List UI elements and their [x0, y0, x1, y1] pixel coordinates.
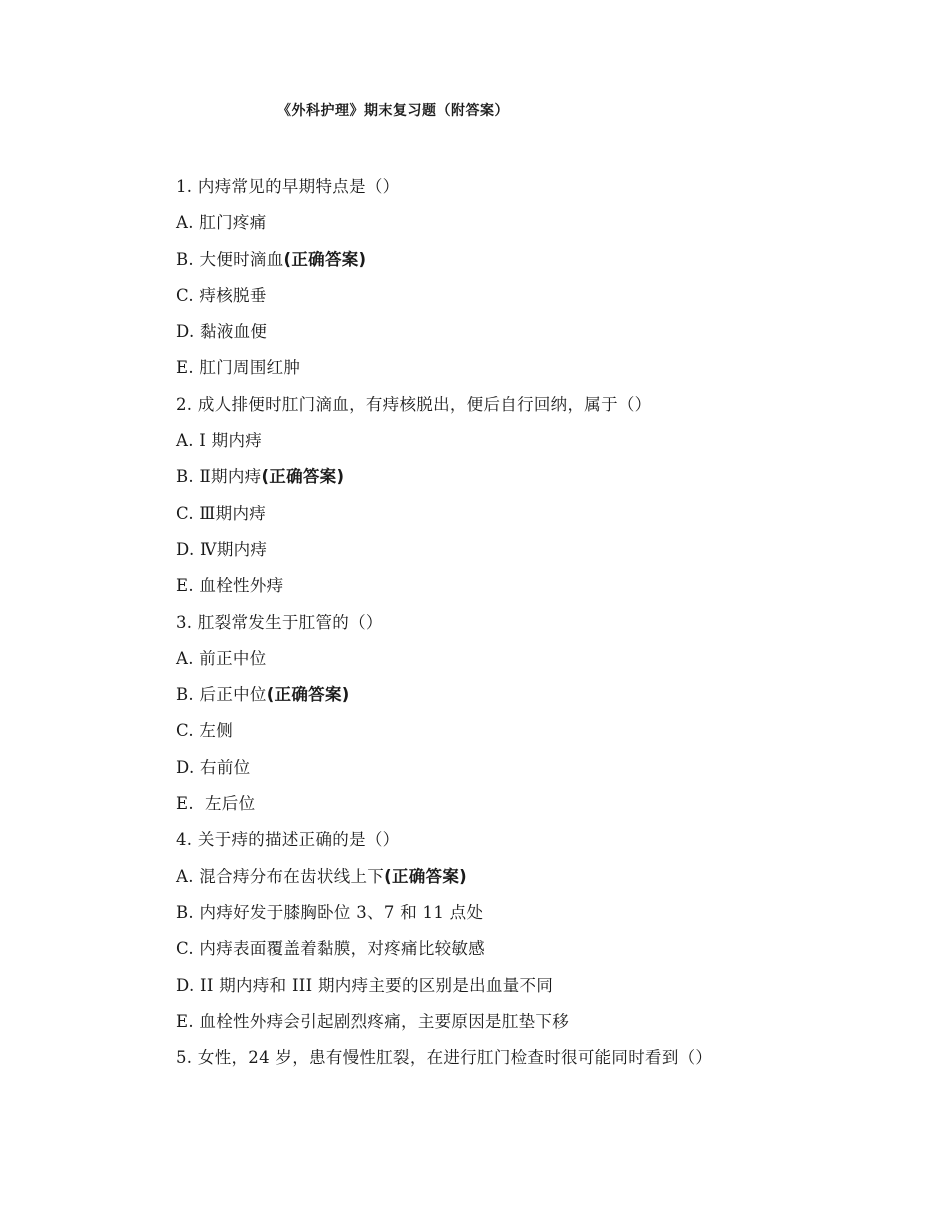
line-text: D. 黏液血便 [176, 322, 268, 342]
option-line [176, 792, 876, 828]
line-text: B. 内痔好发于膝胸卧位 3、7 和 11 点处 [176, 902, 484, 922]
line-text: 3. 肛裂常发生于肛管的（） [176, 612, 383, 632]
question-stem [176, 393, 876, 429]
line-text: D. 右前位 [176, 757, 251, 777]
question-list [176, 175, 876, 1082]
option-line [176, 211, 876, 247]
option-line [176, 974, 876, 1010]
line-text: B. 后正中位 [176, 685, 267, 705]
option-line [176, 574, 876, 610]
line-text: B. Ⅱ期内痔 [176, 467, 262, 487]
line-text: 2. 成人排便时肛门滴血，有痔核脱出，便后自行回纳，属于（） [176, 394, 652, 414]
line-text: E. 血栓性外痔会引起剧烈疼痛，主要原因是肛垫下移 [176, 1011, 570, 1031]
line-text: A. 混合痔分布在齿状线上下 [176, 866, 385, 886]
option-line [176, 937, 876, 973]
line-text: E. 左后位 [176, 794, 256, 814]
question-stem [176, 175, 876, 211]
line-text: C. 内痔表面覆盖着黏膜，对疼痛比较敏感 [176, 939, 486, 959]
question-stem [176, 611, 876, 647]
option-line [176, 248, 876, 284]
option-line [176, 356, 876, 392]
option-line [176, 683, 876, 719]
line-text: A. 前正中位 [176, 648, 267, 668]
line-text: 4. 关于痔的描述正确的是（） [176, 830, 400, 850]
line-text: C. 左侧 [176, 721, 234, 741]
option-line [176, 1010, 876, 1046]
line-text: E. 肛门周围红肿 [176, 358, 301, 378]
option-line [176, 865, 876, 901]
option-line [176, 719, 876, 755]
line-text: A. 肛门疼痛 [176, 213, 267, 233]
option-line [176, 429, 876, 465]
line-text: 1. 内痔常见的早期特点是（） [176, 177, 400, 196]
correct-answer-label: (正确答案) [266, 685, 350, 705]
line-text: B. 大便时滴血 [176, 249, 284, 269]
line-text: A. I 期内痔 [176, 431, 263, 451]
option-line [176, 538, 876, 574]
option-line [176, 756, 876, 792]
option-line [176, 647, 876, 683]
option-line [176, 502, 876, 538]
page-title: 《外科护理》期末复习题（附答案） [277, 103, 509, 119]
line-text: E. 血栓性外痔 [176, 576, 284, 596]
option-line [176, 465, 876, 501]
question-stem [176, 1046, 876, 1082]
line-text: D. II 期内痔和 III 期内痔主要的区别是出血量不同 [176, 975, 554, 995]
question-stem [176, 828, 876, 864]
correct-answer-label: (正确答案) [283, 249, 367, 269]
line-text: C. Ⅲ期内痔 [176, 503, 267, 523]
line-text: 5. 女性，24 岁，患有慢性肛裂，在进行肛门检查时很可能同时看到（） [176, 1048, 713, 1068]
correct-answer-label: (正确答案) [261, 467, 345, 487]
option-line [176, 320, 876, 356]
correct-answer-label: (正确答案) [384, 866, 467, 886]
option-line [176, 901, 876, 937]
option-line [176, 284, 876, 320]
line-text: C. 痔核脱垂 [176, 285, 267, 305]
line-text: D. Ⅳ期内痔 [176, 539, 268, 559]
